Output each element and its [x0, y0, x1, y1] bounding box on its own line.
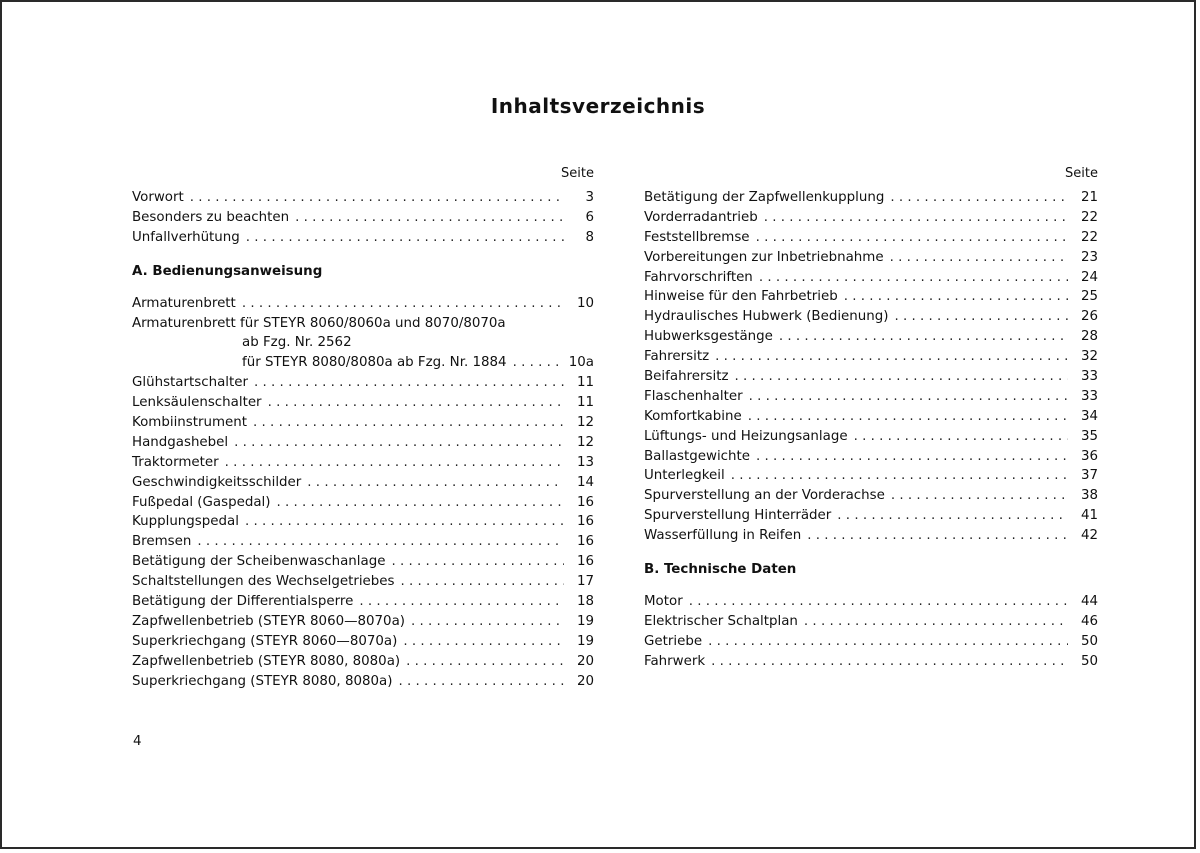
leader-dots: [748, 407, 1068, 427]
entry-label: Unterlegkeil: [644, 468, 725, 484]
entry-label: Fahrersitz: [644, 349, 710, 365]
leader-dots: [734, 367, 1068, 387]
entry-page: 37: [1080, 468, 1098, 484]
toc-entry-multiline-line1: [132, 314, 594, 334]
entry-page: 38: [1080, 488, 1098, 504]
leader-dots: [749, 387, 1068, 407]
entry-label: Kupplungspedal: [132, 514, 239, 530]
entry-label: Schaltstellungen des Wechselgetriebes: [132, 574, 395, 590]
entry-page: 21: [1080, 190, 1098, 205]
toc-entry: [132, 228, 594, 248]
entry-label: Hubwerksgestänge: [644, 329, 773, 345]
entry-label: Zapfwellenbetrieb (STEYR 8060—8070a): [132, 613, 406, 629]
leader-dots: [715, 347, 1068, 367]
entry-label: Superkriechgang (STEYR 8060—8070a): [132, 633, 398, 649]
toc-entry: [132, 294, 594, 314]
entry-page: 32: [1080, 349, 1098, 365]
entry-page: 24: [1080, 269, 1098, 285]
toc-entry: [644, 188, 1098, 208]
toc-section-b-list: [644, 592, 1098, 672]
leader-dots: [804, 612, 1068, 632]
leader-dots: [854, 427, 1068, 447]
column-header-seite: Seite: [1065, 166, 1098, 181]
toc-entry: [132, 473, 594, 493]
leader-dots: [807, 526, 1068, 546]
toc-entry: [644, 486, 1098, 506]
entry-page: 22: [1080, 209, 1098, 225]
leader-dots: [359, 592, 564, 612]
toc-section-a-list: [132, 294, 594, 692]
entry-page: 44: [1080, 594, 1098, 610]
leader-dots: [708, 632, 1068, 652]
entry-label: Superkriechgang (STEYR 8080, 8080a): [132, 673, 393, 689]
leader-dots: [391, 552, 564, 572]
leader-dots: [295, 208, 564, 228]
entry-label: Besonders zu beachten: [132, 209, 290, 225]
entry-page: 36: [1080, 448, 1098, 464]
entry-label: Beifahrersitz: [644, 369, 729, 385]
entry-label: Kombiinstrument: [132, 415, 248, 431]
entry-page: 41: [1080, 508, 1098, 524]
entry-label: Hinweise für den Fahrbetrieb: [644, 289, 838, 305]
entry-page: 12: [576, 415, 594, 431]
entry-page: 17: [576, 574, 594, 590]
toc-entry: [644, 367, 1098, 387]
entry-page: 18: [576, 594, 594, 610]
entry-label: Motor: [644, 594, 683, 610]
entry-label: Glühstartschalter: [132, 375, 249, 391]
toc-entry: [644, 612, 1098, 632]
leader-dots: [764, 208, 1068, 228]
entry-page: 46: [1080, 613, 1098, 629]
toc-entry: [644, 447, 1098, 467]
leader-dots: [890, 188, 1068, 208]
entry-label: Wasserfüllung in Reifen: [644, 528, 802, 544]
entry-page: 34: [1080, 408, 1098, 424]
leader-dots: [225, 453, 564, 473]
toc-entry: [132, 572, 594, 592]
entry-label: Traktormeter: [132, 454, 219, 470]
toc-entry: [132, 532, 594, 552]
entry-page: 20: [576, 673, 594, 689]
entry-page: 26: [1080, 309, 1098, 325]
leader-dots: [242, 294, 564, 314]
entry-page: 10: [576, 295, 594, 311]
entry-label: Geschwindigkeitsschilder: [132, 474, 302, 490]
entry-page: 12: [576, 434, 594, 450]
entry-label: Spurverstellung an der Vorderachse: [644, 488, 885, 504]
leader-dots: [411, 612, 564, 632]
entry-page: 13: [576, 454, 594, 470]
entry-label: Feststellbremse: [644, 229, 750, 245]
toc-entry: [132, 453, 594, 473]
toc-entry: [132, 592, 594, 612]
toc-intro-list: [132, 188, 594, 248]
leader-dots: [403, 632, 564, 652]
toc-entry: [644, 652, 1098, 672]
entry-page: 8: [585, 229, 594, 245]
toc-entry-multiline-line3: [132, 353, 594, 373]
toc-entry: [132, 208, 594, 228]
entry-page: 35: [1080, 428, 1098, 444]
entry-page: 16: [576, 514, 594, 530]
entry-page: 11: [576, 375, 594, 391]
entry-label: Bremsen: [132, 534, 192, 550]
toc-entry: [132, 512, 594, 532]
entry-label: Elektrischer Schaltplan: [644, 613, 798, 629]
toc-entry: [644, 466, 1098, 486]
toc-entry: [132, 672, 594, 692]
entry-page: 25: [1080, 289, 1098, 305]
entry-label: Betätigung der Scheibenwaschanlage: [132, 554, 386, 570]
leader-dots: [891, 486, 1068, 506]
leader-dots: [890, 248, 1068, 268]
entry-label: Hydraulisches Hubwerk (Bedienung): [644, 309, 889, 325]
entry-label: Vorbereitungen zur Inbetriebnahme: [644, 249, 884, 265]
entry-page: 3: [585, 190, 594, 205]
entry-label: Fahrvorschriften: [644, 269, 753, 285]
toc-entry: [132, 373, 594, 393]
entry-label: Lüftungs- und Heizungsanlage: [644, 428, 848, 444]
toc-entry: [644, 506, 1098, 526]
toc-entry: [644, 526, 1098, 546]
toc-entry: [132, 552, 594, 572]
toc-entry-multiline-line2: ab Fzg. Nr. 2562: [242, 335, 352, 351]
toc-entry: [644, 592, 1098, 612]
entry-page: 28: [1080, 329, 1098, 345]
leader-dots: [759, 268, 1068, 288]
leader-dots: [844, 287, 1068, 307]
toc-entry: [644, 387, 1098, 407]
entry-page: 50: [1080, 653, 1098, 669]
leader-dots: [246, 228, 564, 248]
entry-page: 20: [576, 653, 594, 669]
entry-page: 50: [1080, 633, 1098, 649]
toc-entry: [644, 248, 1098, 268]
entry-page: 16: [576, 554, 594, 570]
entry-page: 11: [576, 395, 594, 411]
entry-label: Vorderradantrieb: [644, 209, 758, 225]
entry-page: 23: [1080, 249, 1098, 265]
entry-page: 19: [576, 633, 594, 649]
toc-entry: [132, 652, 594, 672]
leader-dots: [731, 466, 1068, 486]
toc-entry: [644, 307, 1098, 327]
toc-column-left: [132, 164, 594, 691]
toc-column-right: [644, 164, 1098, 672]
entry-label: Zapfwellenbetrieb (STEYR 8080, 8080a): [132, 653, 401, 669]
leader-dots: [779, 327, 1068, 347]
entry-label: Fahrwerk: [644, 653, 706, 669]
toc-entry: [644, 287, 1098, 307]
entry-page: 22: [1080, 229, 1098, 245]
toc-entry: [644, 327, 1098, 347]
section-heading-a: A. Bedienungsanweisung: [132, 263, 323, 279]
leader-dots: [401, 572, 564, 592]
leader-dots: [197, 532, 564, 552]
entry-label: Spurverstellung Hinterräder: [644, 508, 832, 524]
entry-page: 16: [576, 534, 594, 550]
leader-dots: [234, 433, 564, 453]
leader-dots: [245, 512, 564, 532]
entry-label: Lenksäulenschalter: [132, 395, 262, 411]
page-number: 4: [133, 734, 142, 749]
toc-entry: [132, 433, 594, 453]
toc-entry: [644, 427, 1098, 447]
entry-page: 14: [576, 474, 594, 490]
entry-page: 10a: [568, 355, 594, 371]
entry-label: Vorwort: [132, 190, 184, 205]
entry-label: Unfallverhütung: [132, 229, 240, 245]
leader-dots: [406, 652, 564, 672]
leader-dots: [894, 307, 1068, 327]
entry-page: 33: [1080, 369, 1098, 385]
entry-page: 33: [1080, 388, 1098, 404]
page-title: Inhaltsverzeichnis: [490, 94, 706, 118]
leader-dots: [711, 652, 1068, 672]
toc-entry: [644, 208, 1098, 228]
leader-dots: [513, 353, 564, 373]
toc-entry: [644, 228, 1098, 248]
toc-entry: [132, 493, 594, 513]
toc-entry: [132, 413, 594, 433]
entry-label: Armaturenbrett: [132, 295, 236, 311]
entry-label: Ballastgewichte: [644, 448, 751, 464]
toc-section-a-continued-list: [644, 188, 1098, 546]
toc-entry: [644, 347, 1098, 367]
leader-dots: [398, 672, 564, 692]
entry-page: 16: [576, 494, 594, 510]
leader-dots: [756, 447, 1068, 467]
entry-page: 42: [1080, 528, 1098, 544]
leader-dots: [190, 188, 564, 208]
toc-entry: [132, 188, 594, 208]
leader-dots: [268, 393, 564, 413]
entry-label: Getriebe: [644, 633, 703, 649]
entry-label: Fußpedal (Gaspedal): [132, 494, 271, 510]
toc-entry: [644, 632, 1098, 652]
section-heading-b: B. Technische Daten: [644, 562, 797, 578]
toc-entry: [132, 393, 594, 413]
leader-dots: [756, 228, 1068, 248]
entry-label: Betätigung der Differentialsperre: [132, 594, 354, 610]
entry-page: 19: [576, 613, 594, 629]
entry-page: 6: [585, 209, 594, 225]
entry-label: Betätigung der Zapfwellenkupplung: [644, 190, 885, 205]
toc-entry: [132, 612, 594, 632]
leader-dots: [276, 493, 564, 513]
entry-label: Komfortkabine: [644, 408, 742, 424]
toc-entry: [644, 268, 1098, 288]
entry-label: Handgashebel: [132, 434, 229, 450]
column-header-seite: Seite: [561, 166, 594, 181]
leader-dots: [254, 373, 564, 393]
leader-dots: [837, 506, 1068, 526]
toc-entry: [644, 407, 1098, 427]
leader-dots: [307, 473, 564, 493]
leader-dots: [253, 413, 564, 433]
entry-label: für STEYR 8080/8080a ab Fzg. Nr. 1884: [242, 355, 507, 371]
leader-dots: [689, 592, 1068, 612]
entry-label: Flaschenhalter: [644, 388, 743, 404]
entry-label: Armaturenbrett für STEYR 8060/8060a und 8070/8070a: [132, 315, 506, 331]
toc-entry: [132, 632, 594, 652]
